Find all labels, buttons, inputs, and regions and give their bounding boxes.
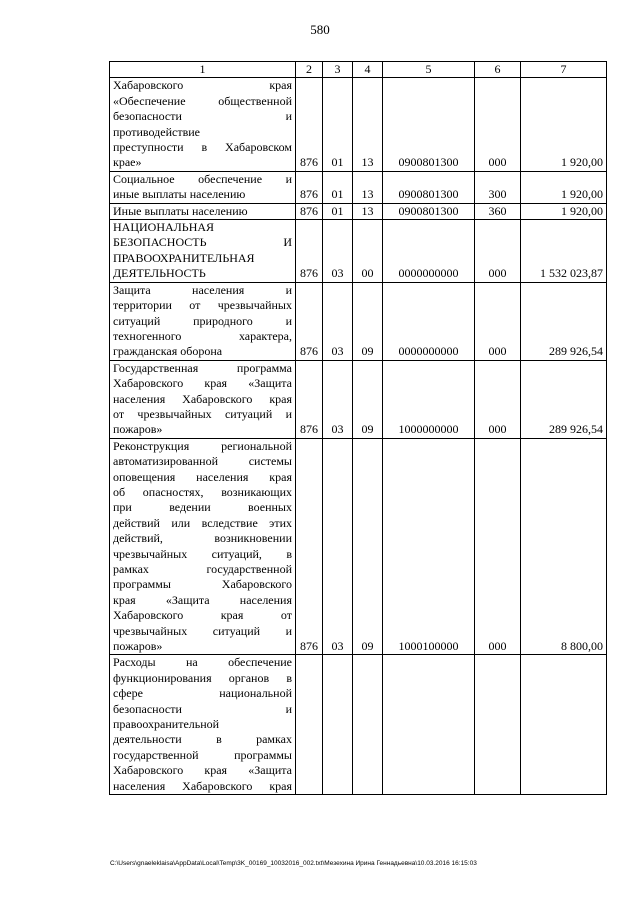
- target-article-cell: 0900801300: [383, 171, 475, 203]
- target-article-cell: 1000000000: [383, 360, 475, 438]
- expense-type-cell: [475, 655, 521, 795]
- row-name-line: Хабаровского края от: [113, 608, 292, 623]
- row-name-line: деятельности в рамках: [113, 732, 292, 747]
- row-name-line: пожаров»: [113, 639, 163, 654]
- expense-type-cell: 000: [475, 220, 521, 283]
- amount-cell: 289 926,54: [521, 282, 607, 360]
- row-name-line: техногенного характера,: [113, 328, 292, 343]
- row-name-line: Защита населения и: [113, 282, 292, 297]
- gr-code-cell: 876: [296, 78, 323, 171]
- row-name-cell: [110, 220, 296, 283]
- gr-code-cell: 876: [296, 360, 323, 438]
- table-row: [110, 203, 607, 219]
- amount-cell: 8 800,00: [521, 438, 607, 655]
- row-name-line: Расходы на обеспечение: [113, 655, 292, 670]
- row-name-line: чрезвычайных ситуаций и: [113, 623, 292, 638]
- row-name-cell: [110, 282, 296, 360]
- row-name-line: государственной программы: [113, 747, 292, 762]
- amount-cell: 1 920,00: [521, 171, 607, 203]
- table-row: [110, 220, 607, 283]
- row-name-line: гражданская оборона: [113, 344, 223, 359]
- row-name-line: Хабаровского края «Защита: [113, 376, 292, 391]
- row-name-line: Реконструкция региональной: [113, 438, 292, 453]
- row-name-line: действий, возникновении: [113, 531, 292, 546]
- subsection-cell: [353, 655, 383, 795]
- section-cell: 03: [323, 220, 353, 283]
- row-name-line: программы Хабаровского: [113, 577, 292, 592]
- subsection-cell: 00: [353, 220, 383, 283]
- row-name-line: автоматизированной системы: [113, 454, 292, 469]
- gr-code-cell: 876: [296, 438, 323, 655]
- row-name-line: правоохранительной: [113, 717, 220, 732]
- target-article-cell: 0000000000: [383, 220, 475, 283]
- row-name-cell: [110, 438, 296, 655]
- row-name-line: рамках государственной: [113, 562, 292, 576]
- gr-code-cell: 876: [296, 203, 323, 219]
- section-cell: 03: [323, 282, 353, 360]
- table-row: [110, 78, 607, 171]
- target-article-cell: [383, 655, 475, 795]
- row-name-line: Государственная программа: [113, 360, 292, 375]
- section-cell: 03: [323, 360, 353, 438]
- column-header-2: 2: [296, 62, 323, 78]
- row-name-line: безопасности и: [113, 109, 292, 124]
- expense-type-cell: 360: [475, 203, 521, 219]
- row-name-cell: [110, 655, 296, 795]
- column-header-3: 3: [323, 62, 353, 78]
- subsection-cell: 09: [353, 282, 383, 360]
- section-cell: 03: [323, 438, 353, 655]
- row-name-line: чрезвычайных ситуаций, в: [113, 546, 292, 561]
- gr-code-cell: 876: [296, 282, 323, 360]
- row-name-line: иные выплаты населению: [113, 187, 246, 202]
- row-name-line: НАЦИОНАЛЬНАЯ: [113, 220, 215, 235]
- row-name-cell: [110, 78, 296, 171]
- row-name-line: ДЕЯТЕЛЬНОСТЬ: [113, 266, 206, 281]
- column-header-6: 6: [475, 62, 521, 78]
- column-header-1: 1: [110, 62, 296, 78]
- subsection-cell: 13: [353, 78, 383, 171]
- row-name-line: безопасности и: [113, 701, 292, 716]
- section-cell: [323, 655, 353, 795]
- expense-type-cell: 300: [475, 171, 521, 203]
- row-name-line: функционирования органов в: [113, 670, 292, 685]
- amount-cell: 289 926,54: [521, 360, 607, 438]
- section-cell: 01: [323, 171, 353, 203]
- subsection-cell: 09: [353, 438, 383, 655]
- row-name-line: преступности в Хабаровском: [113, 140, 292, 155]
- expense-type-cell: 000: [475, 360, 521, 438]
- row-name-cell: [110, 171, 296, 203]
- row-name-line: Хабаровского края «Защита: [113, 763, 292, 778]
- row-name-line: «Обеспечение общественной: [113, 93, 292, 108]
- table-row: [110, 438, 607, 655]
- row-name-line: БЕЗОПАСНОСТЬ И: [113, 235, 292, 250]
- row-name-line: при ведении военных: [113, 500, 292, 515]
- row-name-line: населения Хабаровского края: [113, 391, 292, 406]
- amount-cell: 1 532 023,87: [521, 220, 607, 283]
- row-name-line: ПРАВООХРАНИТЕЛЬНАЯ: [113, 250, 255, 265]
- subsection-cell: 13: [353, 171, 383, 203]
- row-name-line: населения Хабаровского края: [113, 778, 292, 793]
- amount-cell: 1 920,00: [521, 203, 607, 219]
- subsection-cell: 13: [353, 203, 383, 219]
- table-row: [110, 171, 607, 203]
- table-row: [110, 655, 607, 795]
- row-name-line: Хабаровского края: [113, 78, 292, 93]
- row-name-line: противодействие: [113, 124, 201, 139]
- gr-code-cell: 876: [296, 171, 323, 203]
- row-name-line: действий или вследствие этих: [113, 515, 292, 530]
- row-name-cell: [110, 360, 296, 438]
- target-article-cell: 1000100000: [383, 438, 475, 655]
- row-name-line: территории от чрезвычайных: [113, 298, 292, 313]
- expense-type-cell: 000: [475, 438, 521, 655]
- expense-type-cell: 000: [475, 282, 521, 360]
- section-cell: 01: [323, 203, 353, 219]
- row-name-line: оповещения населения края: [113, 469, 292, 484]
- target-article-cell: 0900801300: [383, 203, 475, 219]
- amount-cell: [521, 655, 607, 795]
- row-name-line: края «Защита населения: [113, 592, 292, 607]
- table-header-row: [110, 62, 607, 78]
- row-name-line: крае»: [113, 155, 142, 170]
- row-name-line: ситуаций природного и: [113, 313, 292, 328]
- column-header-5: 5: [383, 62, 475, 78]
- row-name-line: пожаров»: [113, 422, 163, 437]
- table-row: [110, 360, 607, 438]
- section-cell: 01: [323, 78, 353, 171]
- column-header-4: 4: [353, 62, 383, 78]
- row-name-line: сфере национальной: [113, 686, 292, 701]
- gr-code-cell: 876: [296, 220, 323, 283]
- gr-code-cell: [296, 655, 323, 795]
- budget-table: [109, 61, 607, 795]
- amount-cell: 1 920,00: [521, 78, 607, 171]
- subsection-cell: 09: [353, 360, 383, 438]
- expense-type-cell: 000: [475, 78, 521, 171]
- row-name-cell: [110, 203, 296, 219]
- table-row: [110, 282, 607, 360]
- target-article-cell: 0000000000: [383, 282, 475, 360]
- column-header-7: 7: [521, 62, 607, 78]
- row-name-line: об опасностях, возникающих: [113, 484, 292, 499]
- row-name-line: Социальное обеспечение и: [113, 171, 292, 186]
- footer-file-path: C:\Users\gnaeleklaisa\AppData\Local\Temp\3K_00169_10032016_002.txt\Мезехина Ирина Геннадьевна\10.03.2016 16:15:03: [110, 860, 477, 867]
- page-number: 580: [310, 22, 330, 37]
- row-name-line: Иные выплаты населению: [113, 203, 248, 218]
- target-article-cell: 0900801300: [383, 78, 475, 171]
- row-name-line: от чрезвычайных ситуаций и: [113, 406, 292, 421]
